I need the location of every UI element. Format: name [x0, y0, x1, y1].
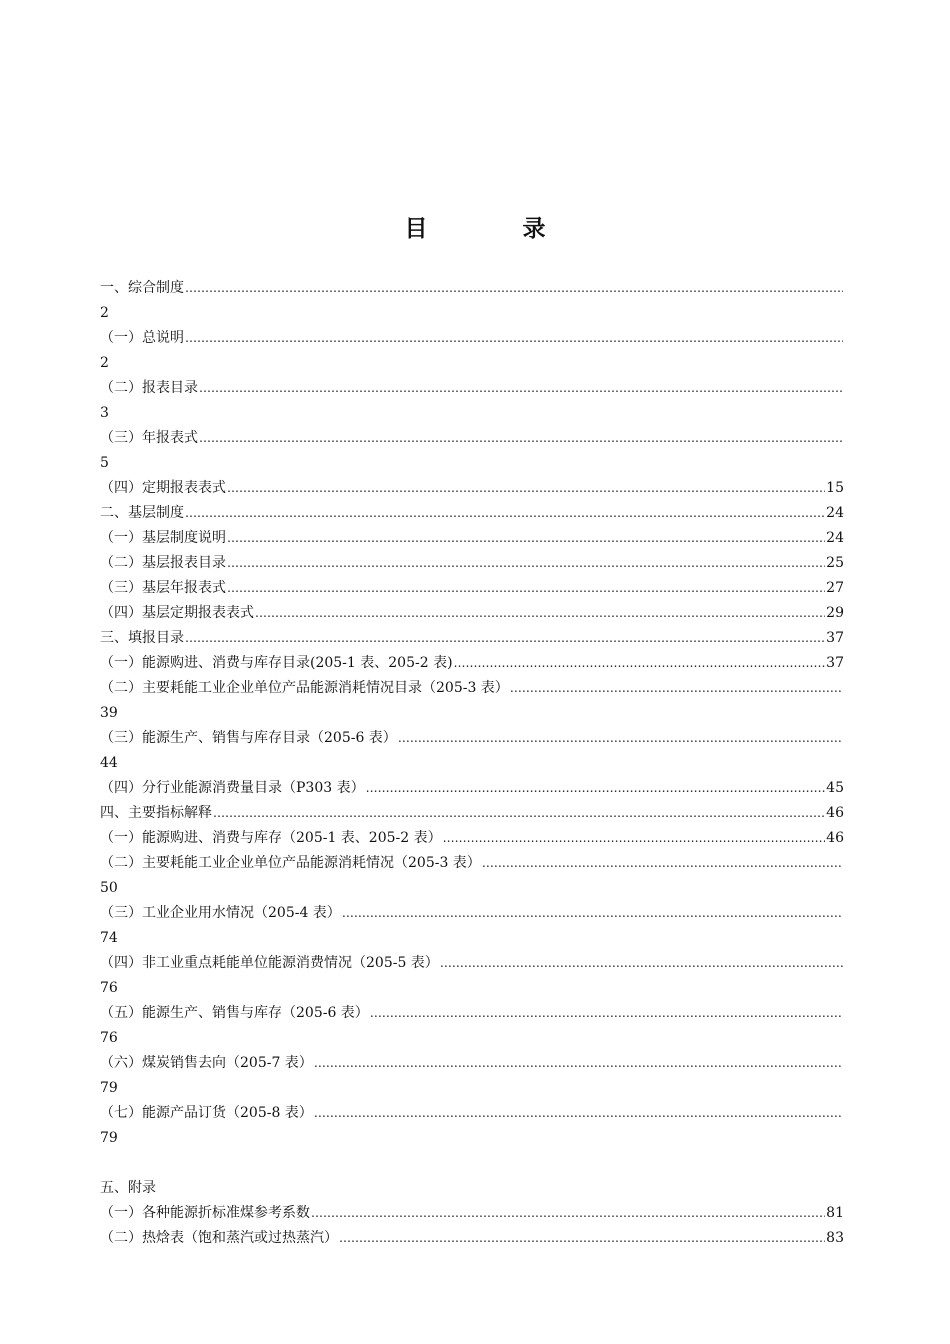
toc-entry[interactable]	[100, 376, 844, 401]
toc-entry[interactable]	[100, 276, 844, 301]
toc-entry[interactable]	[100, 551, 844, 576]
toc-entry[interactable]	[100, 651, 844, 676]
toc-leader-dots	[342, 901, 843, 926]
toc-entry-label: （四）非工业重点耗能单位能源消费情况（205-5 表）	[100, 955, 439, 971]
toc-entry-page: 45	[826, 780, 844, 796]
toc-entry-page: 3	[100, 405, 109, 421]
toc-entry-page: 24	[826, 505, 844, 521]
toc-leader-dots	[314, 1101, 843, 1126]
toc-entry-page: 27	[826, 580, 844, 596]
toc-entry-label: （一）能源购进、消费与库存目录(205-1 表、205-2 表)	[100, 655, 453, 671]
toc-entry[interactable]	[100, 576, 844, 601]
toc-entry[interactable]	[100, 501, 844, 526]
toc-entry[interactable]	[100, 776, 844, 801]
toc-leader-dots	[339, 1226, 825, 1251]
toc-leader-dots	[227, 476, 825, 501]
toc-entry[interactable]	[100, 326, 844, 351]
toc-entry-label: 一、综合制度	[100, 280, 184, 296]
toc-entry-label: （四）分行业能源消费量目录（P303 表）	[100, 780, 365, 796]
toc-leader-dots	[213, 801, 825, 826]
toc-entry[interactable]	[100, 851, 844, 876]
toc-entry-label: （一）总说明	[100, 330, 184, 346]
toc-leader-dots	[199, 426, 843, 451]
toc-entry[interactable]	[100, 951, 844, 976]
toc-entry[interactable]	[100, 1226, 844, 1251]
toc-leader-dots	[227, 576, 825, 601]
toc-leader-dots	[314, 1051, 843, 1076]
toc-entry-page: 29	[826, 605, 844, 621]
toc-entry-page: 24	[826, 530, 844, 546]
section-spacer	[100, 1151, 844, 1176]
toc-entry-label: （三）工业企业用水情况（205-4 表）	[100, 905, 341, 921]
toc-entry-page: 15	[826, 480, 844, 496]
toc-leader-dots	[185, 626, 825, 651]
toc-entry-page: 37	[826, 630, 844, 646]
toc-leader-dots	[185, 501, 825, 526]
toc-entry-page: 79	[100, 1130, 118, 1146]
toc-entry-label: （二）主要耗能工业企业单位产品能源消耗情况（205-3 表）	[100, 855, 481, 871]
toc-entry[interactable]	[100, 601, 844, 626]
toc-leader-dots	[185, 326, 843, 351]
toc-entry[interactable]	[100, 426, 844, 451]
toc-leader-dots	[185, 276, 843, 301]
toc-leader-dots	[398, 726, 843, 751]
toc-entry-page: 50	[100, 880, 118, 896]
toc-leader-dots	[227, 551, 825, 576]
toc-entry-page: 44	[100, 755, 118, 771]
toc-leader-dots	[311, 1201, 825, 1226]
toc-entry[interactable]	[100, 1101, 844, 1126]
toc-entry[interactable]	[100, 726, 844, 751]
toc-entry-page: 2	[100, 355, 109, 371]
toc-entry-page: 37	[826, 655, 844, 671]
toc-entry-label: （七）能源产品订货（205-8 表）	[100, 1105, 313, 1121]
toc-entry-page: 46	[826, 805, 844, 821]
toc-entry-label: （一）基层制度说明	[100, 530, 226, 546]
toc-entry-page: 25	[826, 555, 844, 571]
toc-entry-label: （三）能源生产、销售与库存目录（205-6 表）	[100, 730, 397, 746]
toc-entry[interactable]	[100, 476, 844, 501]
toc-entry-label: （三）基层年报表式	[100, 580, 226, 596]
appendix-heading: 五、附录	[100, 1180, 156, 1196]
toc-entry-label: （六）煤炭销售去向（205-7 表）	[100, 1055, 313, 1071]
toc-leader-dots	[227, 526, 825, 551]
toc-entry[interactable]	[100, 626, 844, 651]
toc-entry-label: （二）基层报表目录	[100, 555, 226, 571]
page-title: 目 录	[404, 216, 582, 242]
toc-entry[interactable]	[100, 1001, 844, 1026]
toc-entry-label: （三）年报表式	[100, 430, 198, 446]
toc-entry[interactable]	[100, 676, 844, 701]
toc-entry-page: 5	[100, 455, 109, 471]
toc-entry[interactable]	[100, 1051, 844, 1076]
toc-entry-page: 46	[826, 830, 844, 846]
toc-entry-label: （一）能源购进、消费与库存（205-1 表、205-2 表）	[100, 830, 442, 846]
toc-entry[interactable]	[100, 801, 844, 826]
toc-leader-dots	[510, 676, 843, 701]
toc-leader-dots	[199, 376, 843, 401]
toc-entry-page: 74	[100, 930, 118, 946]
toc-leader-dots	[255, 601, 825, 626]
toc-entry-label: 四、主要指标解释	[100, 805, 212, 821]
table-of-contents	[100, 276, 844, 1251]
toc-entry-label: 二、基层制度	[100, 505, 184, 521]
toc-entry-label: （二）主要耗能工业企业单位产品能源消耗情况目录（205-3 表）	[100, 680, 509, 696]
toc-entry-page: 39	[100, 705, 118, 721]
toc-leader-dots	[440, 951, 843, 976]
toc-entry-page: 83	[826, 1230, 844, 1246]
toc-entry-page: 76	[100, 1030, 118, 1046]
toc-entry-page: 79	[100, 1080, 118, 1096]
toc-entry-label: （二）报表目录	[100, 380, 198, 396]
toc-entry-page: 81	[826, 1205, 844, 1221]
toc-entry-label: （四）基层定期报表表式	[100, 605, 254, 621]
toc-leader-dots	[482, 851, 843, 876]
toc-leader-dots	[443, 826, 826, 851]
toc-leader-dots	[454, 651, 826, 676]
toc-entry-page: 76	[100, 980, 118, 996]
toc-entry[interactable]	[100, 901, 844, 926]
toc-entry-label: （五）能源生产、销售与库存（205-6 表）	[100, 1005, 369, 1021]
toc-entry[interactable]	[100, 526, 844, 551]
toc-entry-page: 2	[100, 305, 109, 321]
toc-leader-dots	[370, 1001, 843, 1026]
toc-leader-dots	[366, 776, 826, 801]
toc-entry-label: （一）各种能源折标准煤参考系数	[100, 1205, 310, 1221]
toc-entry-label: 三、填报目录	[100, 630, 184, 646]
toc-entry[interactable]	[100, 826, 844, 851]
toc-entry[interactable]	[100, 1201, 844, 1226]
toc-entry-label: （四）定期报表表式	[100, 480, 226, 496]
toc-entry-label: （二）热焓表（饱和蒸汽或过热蒸汽）	[100, 1230, 338, 1246]
